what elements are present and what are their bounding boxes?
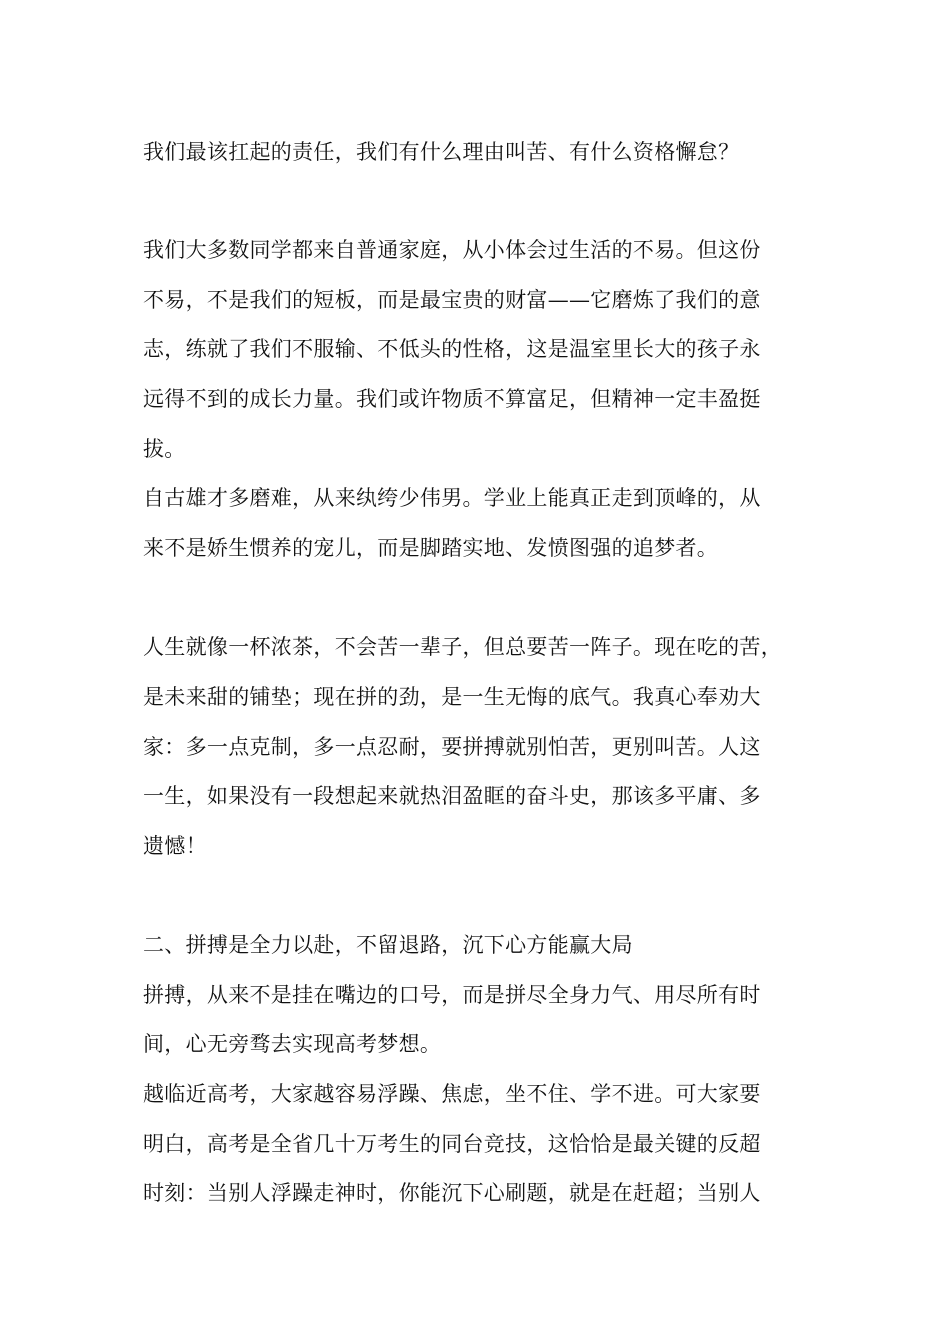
text-line: 是未来甜的铺垫；现在拼的劲，是一生无悔的底气。我真心奉劝大 — [143, 685, 761, 709]
text-line: 明白，高考是全省几十万考生的同台竞技，这恰恰是最关键的反超 — [143, 1132, 761, 1156]
text-line: 志，练就了我们不服输、不低头的性格，这是温室里长大的孩子永 — [143, 337, 761, 361]
text-line: 远得不到的成长力量。我们或许物质不算富足，但精神一定丰盈挺 — [143, 387, 761, 411]
section-heading: 二、拼搏是全力以赴，不留退路，沉下心方能赢大局 — [143, 933, 633, 957]
text-line: 越临近高考，大家越容易浮躁、焦虑，坐不住、学不进。可大家要 — [143, 1082, 761, 1106]
text-line: 间，心无旁骛去实现高考梦想。 — [143, 1032, 442, 1056]
text-line: 我们大多数同学都来自普通家庭，从小体会过生活的不易。但这份 — [143, 238, 761, 262]
text-line: 时刻：当别人浮躁走神时，你能沉下心刷题，就是在赶超；当别人 — [143, 1181, 761, 1205]
text-line: 家：多一点克制，多一点忍耐，要拼搏就别怕苦，更别叫苦。人这 — [143, 735, 761, 759]
text-line: 一生，如果没有一段想起来就热泪盈眶的奋斗史，那该多平庸、多 — [143, 784, 761, 808]
text-line: 拔。 — [143, 437, 186, 461]
text-line: 人生就像一杯浓茶，不会苦一辈子，但总要苦一阵子。现在吃的苦， — [143, 635, 782, 659]
text-line: 自古雄才多磨难，从来纨绔少伟男。学业上能真正走到顶峰的，从 — [143, 486, 761, 510]
text-line: 来不是娇生惯养的宠儿，而是脚踏实地、发愤图强的追梦者。 — [143, 536, 719, 560]
text-line: 遗憾！ — [143, 834, 207, 858]
text-line: 我们最该扛起的责任，我们有什么理由叫苦、有什么资格懈怠？ — [143, 140, 740, 164]
text-line: 不易，不是我们的短板，而是最宝贵的财富——它磨炼了我们的意 — [143, 288, 761, 312]
text-line: 拼搏，从来不是挂在嘴边的口号，而是拼尽全身力气、用尽所有时 — [143, 983, 761, 1007]
